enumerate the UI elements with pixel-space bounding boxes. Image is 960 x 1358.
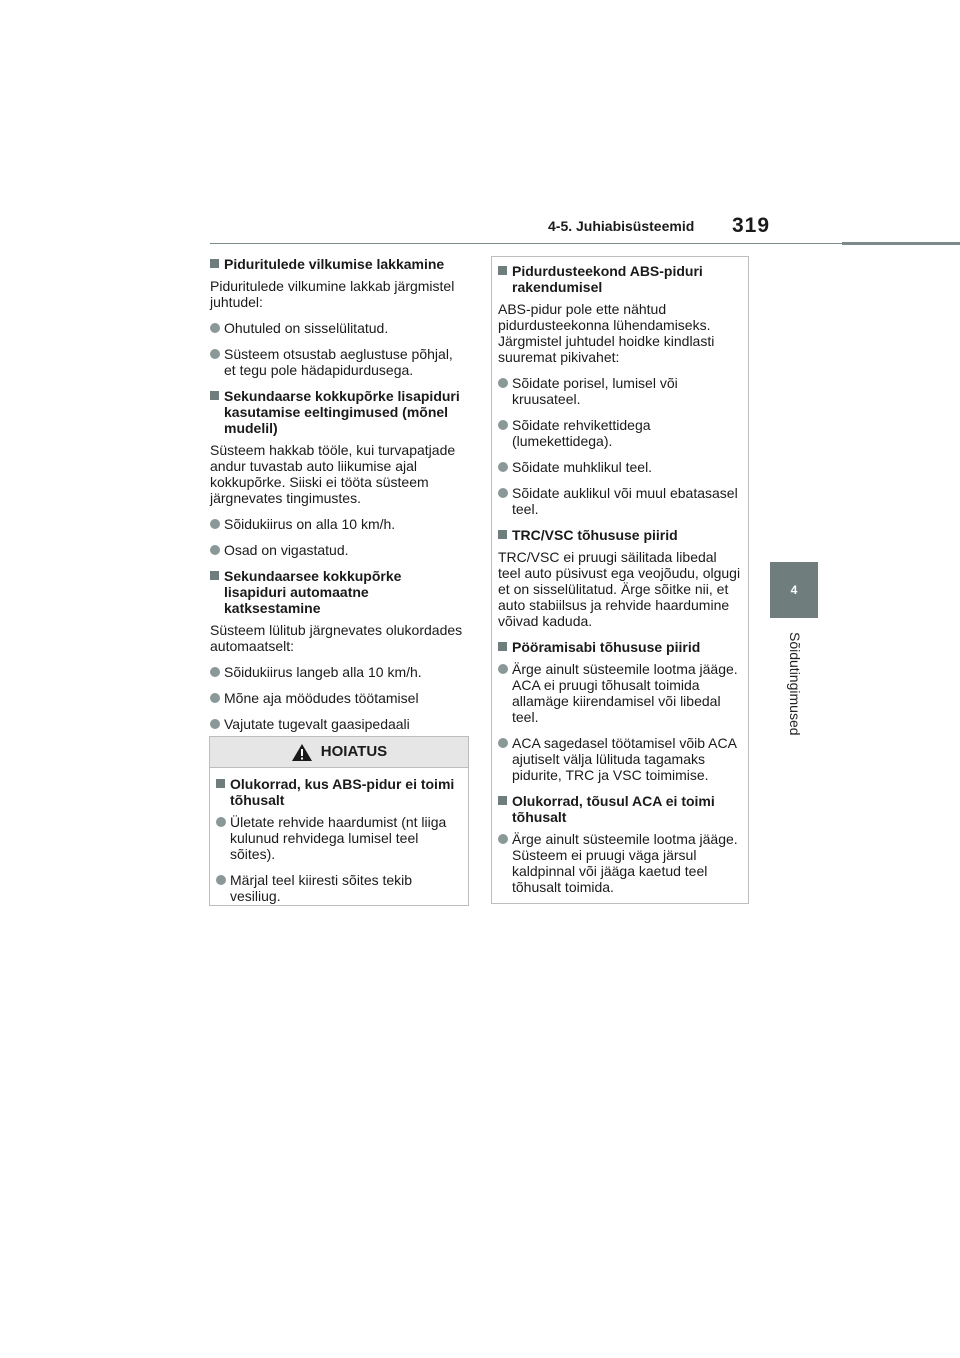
square-bullet-icon (210, 571, 219, 580)
right-column (491, 256, 749, 904)
square-bullet-icon (498, 530, 507, 539)
warning-title: HOIATUS (320, 743, 388, 760)
list-item: Sõidate porisel, lumisel või kruusateel. (498, 375, 742, 407)
section-heading: Olukorrad, kus ABS-pidur ei toimi tõhusalt (216, 776, 462, 808)
list-item: Sõidate rehvikettidega (lumekettidega). (498, 417, 742, 449)
list-item: Sõidate auklikul või muul ebatasasel teel. (498, 485, 742, 517)
circle-bullet-icon (216, 817, 226, 827)
circle-bullet-icon (210, 693, 220, 703)
section-title: 4-5. Juhiabisüsteemid (548, 218, 695, 234)
list-item: Sõidukiirus on alla 10 km/h. (210, 516, 466, 532)
section-heading: Olukorrad, tõusul ACA ei toimi tõhusalt (498, 793, 742, 825)
circle-bullet-icon (210, 545, 220, 555)
circle-bullet-icon (498, 488, 508, 498)
square-bullet-icon (210, 259, 219, 268)
circle-bullet-icon (210, 323, 220, 333)
circle-bullet-icon (210, 349, 220, 359)
circle-bullet-icon (498, 462, 508, 472)
square-bullet-icon (210, 391, 219, 400)
list-item: Sõidate muhklikul teel. (498, 459, 742, 475)
square-bullet-icon (498, 266, 507, 275)
section-heading: Pööramisabi tõhususe piirid (498, 639, 742, 655)
warning-triangle-icon (291, 743, 313, 762)
square-bullet-icon (216, 779, 225, 788)
circle-bullet-icon (498, 420, 508, 430)
paragraph: Süsteem lülitub järgnevates olukordades automaatselt: (210, 622, 463, 654)
list-item: Ohutuled on sisselülitatud. (210, 320, 466, 336)
list-item: Mõne aja möödudes töötamisel (210, 690, 466, 706)
circle-bullet-icon (210, 667, 220, 677)
left-column (210, 256, 466, 742)
chapter-tab: 4 (770, 562, 818, 618)
list-item: Süsteem otsustab aeglustuse põhjal, et tegu pole hädapidurdusega. (210, 346, 466, 378)
circle-bullet-icon (498, 664, 508, 674)
circle-bullet-icon (498, 378, 508, 388)
circle-bullet-icon (210, 719, 220, 729)
list-item: Ületate rehvide haardumist (nt liiga kulunud rehvidega lumisel teel sõites). (216, 814, 462, 862)
section-heading: Sekundaarse kokkupõrke lisapiduri kasutamise eeltingimused (mõnel mudelil) (210, 388, 466, 436)
page-number: 319 (732, 214, 771, 237)
list-item: ACA sagedasel töötamisel võib ACA ajutiselt välja lülituda tagamaks pidurite, TRC ja VSC toimimise. (498, 735, 742, 783)
header-rule-accent (842, 242, 960, 245)
paragraph: Piduritulede vilkumine lakkab järgmistel juhtudel: (210, 278, 455, 310)
chapter-label: Sõidutingimused (787, 632, 803, 736)
list-item: Osad on vigastatud. (210, 542, 466, 558)
square-bullet-icon (498, 642, 507, 651)
square-bullet-icon (498, 796, 507, 805)
warning-body (210, 768, 468, 904)
section-heading: Piduritulede vilkumise lakkamine (210, 256, 466, 272)
circle-bullet-icon (498, 738, 508, 748)
paragraph: Süsteem hakkab tööle, kui turvapatjade andur tuvastab auto liikumise ajal kokkupõrke. Siiski ei tööta süsteem järgnevates tingimustes. (210, 442, 456, 506)
circle-bullet-icon (216, 875, 226, 885)
section-heading: Sekundaarsee kokkupõrke lisapiduri automaatne katksestamine (210, 568, 466, 616)
section-heading: Pidurdusteekond ABS-piduri rakendumisel (498, 263, 742, 295)
warning-box (209, 736, 469, 906)
list-item: Vajutate tugevalt gaasipedaali (210, 716, 466, 732)
list-item: Sõidukiirus langeb alla 10 km/h. (210, 664, 466, 680)
paragraph: ABS-pidur pole ette nähtud pidurdusteekonna lühendamiseks. Järgmistel juhtudel hoidke kindlasti suuremat pikivahet: (498, 301, 715, 365)
list-item: Märjal teel kiiresti sõites tekib vesiliug. (216, 872, 462, 904)
warning-header (210, 737, 468, 768)
circle-bullet-icon (498, 834, 508, 844)
header-rule (210, 243, 842, 244)
section-heading: TRC/VSC tõhususe piirid (498, 527, 742, 543)
paragraph: TRC/VSC ei pruugi säilitada libedal teel auto püsivust ega veojõudu, olgugi et on sisselülitatud. Ärge sõitke nii, et auto stabiilsus ja rehvide haardumine võivad kaduda. (498, 549, 741, 629)
list-item: Ärge ainult süsteemile lootma jääge. Süsteem ei pruugi väga järsul kaldpinnal või jääga kaetud teel tõhusalt toimida. (498, 831, 742, 895)
circle-bullet-icon (210, 519, 220, 529)
list-item: Ärge ainult süsteemile lootma jääge. ACA ei pruugi tõhusalt toimida allamäge kiirendamisel või libedal teel. (498, 661, 742, 725)
